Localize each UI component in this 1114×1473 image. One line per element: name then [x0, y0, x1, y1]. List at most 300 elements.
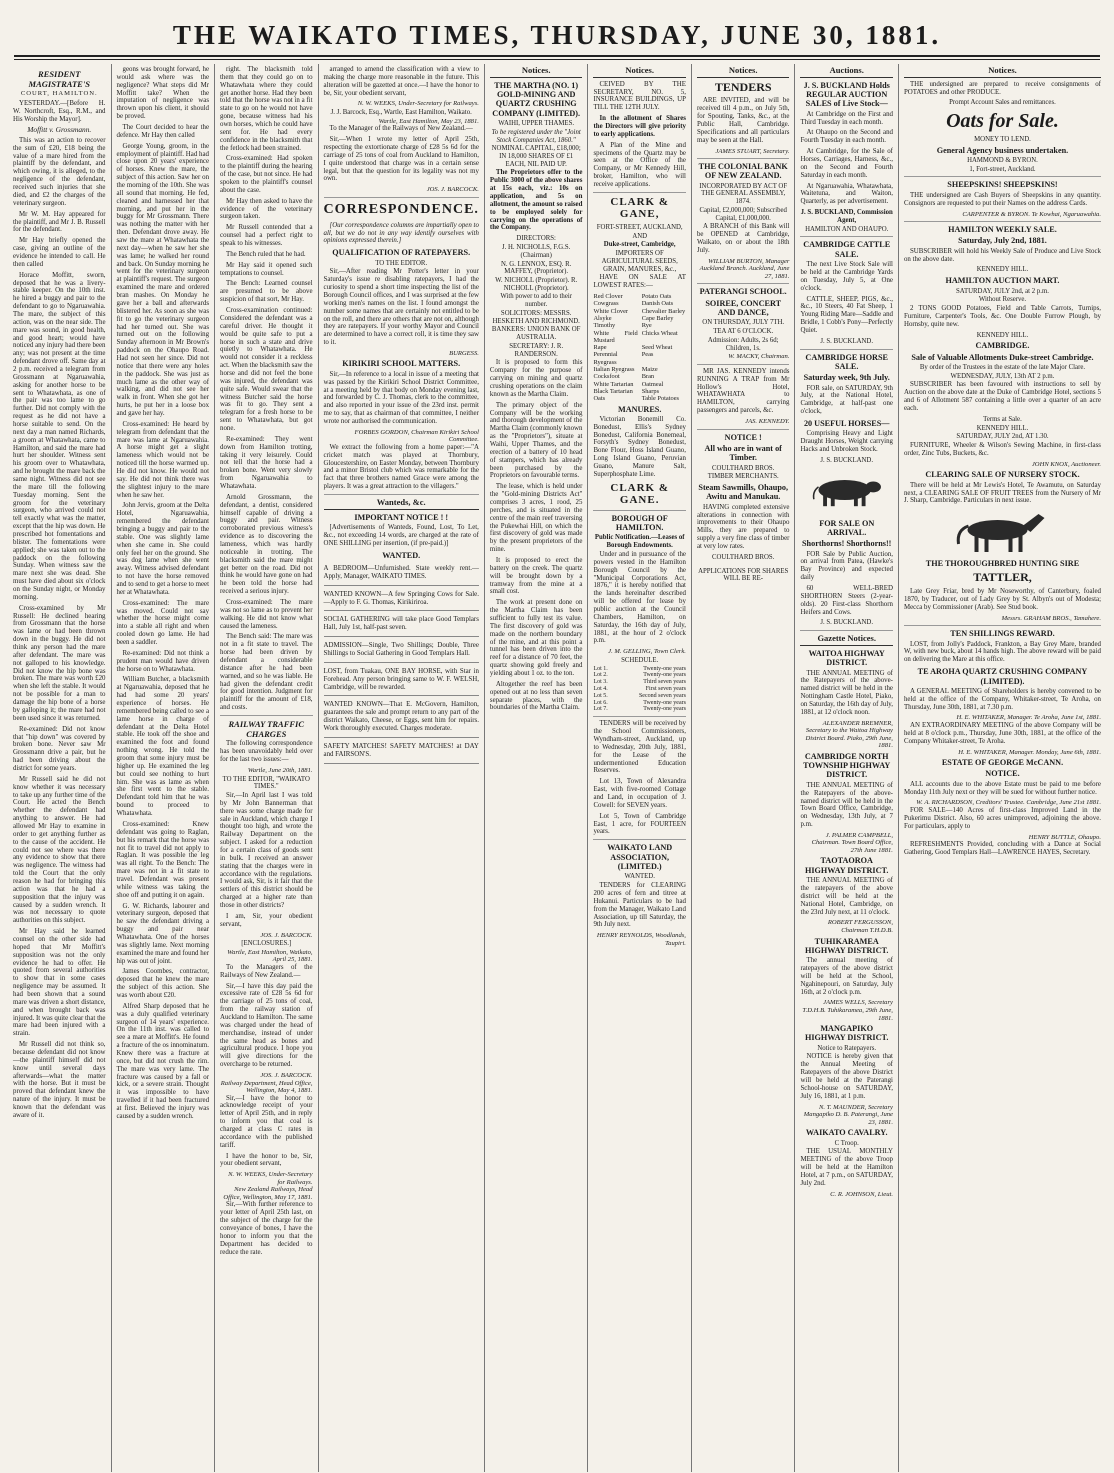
schedule-cell: Twenty-one years: [643, 665, 686, 672]
paragraph: Alfred Sharp deposed that he was a duly qualified veterinary surgeon of 14 years' experience. On the 11th inst. was called to see a mare at Moffitt's. He found a fracture of the os innominatum. Knew there was a fracture at once, but did not crush the rim. The mare was very lame. The fracture was caused by a fall or kick, or a severe strain. Thought it was impossible to have travelled if it had been fractured at first. Believed the injury was caused by a sudden wrench.: [116, 1002, 210, 1120]
seed-item: Oatmeal: [641, 380, 664, 388]
paragraph: To the Manager of the Railways of New Zealand.—: [329, 125, 473, 133]
seed-item: Cowgrass: [593, 300, 619, 308]
signature: JOS. J. BARCOCK.: [260, 1072, 313, 1080]
letter-title: QUALIFICATION OF RATEPAYERS.: [332, 248, 471, 258]
paragraph: Mr Russell contended that a counsel had a perfect right to speak to his witnesses.: [220, 224, 313, 248]
section-title: RESIDENT MAGISTRATE'S: [28, 69, 90, 89]
signature: KENNEDY HILL.: [976, 331, 1029, 339]
district-title: WAITOA HIGHWAY DISTRICT.: [808, 648, 885, 668]
paragraph: 60 WELL-BRED SHORTHORN Steers (2-year-olds). 20 First-class Shorthorn Heifers and Cows.: [800, 584, 893, 616]
horse-illustration: [904, 508, 1101, 554]
correspondence-heading: CORRESPONDENCE.: [323, 201, 479, 217]
paragraph: I have the honor to be, Sir, your obedient servant,: [220, 1152, 313, 1168]
address: J. J. Barcock, Esq., Wartle, East Hamilton, Waikato.: [330, 108, 472, 116]
signature: ROBERT FERGUSSON, Chairman T.H.D.B.: [827, 919, 893, 934]
ad-line: Prompt Account Sales and remittances.: [949, 99, 1056, 107]
ad-text: WANTED KNOWN—That E. McGovern, Hamilton, guarantees the sale and prompt return to any part of the district Waikato, Cheese, or Eggs, sent him for repairs. Work thoroughly executed. Charges moderate.: [323, 701, 479, 732]
masthead: THE WAIKATO TIMES, THURSDAY, JUNE 30, 1881.: [14, 0, 1100, 57]
bank-capital: Capital, £2,000,000; Subscribed Capital, £1,000,000.: [699, 206, 787, 222]
paragraph: THE USUAL MONTHLY MEETING of the above Troop will be held at the Hamilton Hotel, at 7 p.m., on SATURDAY, July 2nd.: [800, 1148, 893, 1187]
director: J. H. NICHOLLS, F.G.S. (Chairman): [501, 244, 571, 259]
seed-item: White Tartarian: [593, 380, 634, 388]
soiree-date: ON THURSDAY, JULY 7TH.: [702, 319, 785, 327]
column-1: [8, 64, 112, 1472]
director: N. G. LENNOX, ESQ. R. MAFFEY, (Proprietor).: [500, 260, 572, 276]
paragraph: HAVE ON SALE AT LOWEST RATES:—: [593, 274, 686, 290]
signature: CARPENTER & BYRON. Te Kowhai, Ngaruawahia.: [962, 210, 1101, 218]
divider: [904, 176, 1101, 177]
classified-ad: [324, 588, 479, 612]
paragraph: TENDERS for CLEARING 200 acres of fern and titree at Hukanui. Particulars to be had from the Manager, Waikato Land Association, up till Saturday, the 9th July next.: [593, 882, 686, 929]
seed-item: Chicks Wheat: [641, 329, 678, 337]
column-heading: Notices.: [697, 66, 790, 78]
signature: JAMES WELLS, Secretary T.D.H.B. Tuhikaramea, 29th June, 1881.: [802, 999, 893, 1022]
column-9: [899, 64, 1106, 1472]
letter-heading: TO THE EDITOR.: [375, 259, 428, 267]
horses-title: 20 USEFUL HORSES—: [803, 419, 890, 428]
sale-terms: Terms at Sale.: [983, 415, 1022, 423]
paragraph: geons was brought forward, he would ask where was the negligence? What steps did Mr Moffitt take? When the imputation of negligence was thrown upon his client, it should be proved.: [116, 66, 210, 121]
paragraph: Re-examined: They went down from Hamilton trotting, taking it very leisurely. Could not tell that the horse had a broken bone. Went very slowly from Ngaruawahia to Whatawhata.: [220, 435, 313, 490]
dateline: Wartle, East Hamilton, Waikato, April 25, 1881.: [227, 948, 313, 964]
paragraph: TENDERS will be received by the School Commissioners, Wyndham-street, Auckland, up to Wednesday, 20th July, 1881, for the Lease of the undermentioned Education Reserves.: [593, 720, 686, 775]
paragraph: ALL accounts due to the above Estate must be paid to me before Monday 11th July next or they will be sued for without further notice.: [903, 780, 1101, 796]
paragraph: At Cambridge, for the Sale of Horses, Carriages, Harness, &c., on the Second and Fourth Saturday in each month.: [800, 148, 893, 179]
columns: [8, 64, 1106, 1472]
divider: [324, 197, 479, 198]
seed-item: Danish Oats: [641, 300, 674, 308]
agent-locations: HAMILTON AND OHAUPO.: [805, 225, 889, 233]
ad-text: A BEDROOM—Unfurnished. State weekly rent.—Apply, Manager, WAIKATO TIMES.: [323, 564, 479, 580]
signature: J. M. GELLING, Town Clerk.: [608, 648, 686, 656]
seed-item: Cocksfoot: [593, 373, 620, 381]
divider: [800, 349, 893, 350]
director-note: With power to add to their number.: [500, 293, 572, 309]
sale-location: CAMBRIDGE.: [975, 341, 1030, 351]
paragraph: Horace Moffitt, sworn, deposed that he was a livery-stable keeper. On the 10th inst. he hired a buggy and pair to the defendant to go to Ngaruawahia. The mare, the subject of this action, was on the near side. The mare was sound, in good health, and good heart; would have noticed any injury had there been any; was not present at the time defendant drove off. Same day at 2 p.m. received a telegram from Grossmann at Ngaruawahia, asking for another horse to be sent to Whatawhata, as one of the pair was too lame to go further. Did not comply with the request as he did not have a horse suitable to send. On the next day a man named Richards, a groom at Whatawhata, came to Hamilton, and said the mare had hurt her shoulder. Witness sent his groom over to Whatawhata, and he brought the mare back the same night. Witness did not see the mare till the following Tuesday morning. Sent the groom for the veterinary surgeon, who arrived could not tell exactly what was the matter, except that the hip was down. He prescribed hot fomentations and blister. The fomentations were applied; she was taken out to the paddock on the following Sunday. When witness saw the mare next she was dead. She must have died about six o'clock on the Sunday night, or Monday morning.: [13, 271, 106, 601]
soiree-title: SOIREE, CONCERT AND DANCE,: [705, 298, 782, 318]
schedule-heading: SCHEDULE.: [621, 656, 659, 664]
paragraph: Mr Hay then asked to have the evidence of the veterinary surgeon taken.: [220, 197, 313, 221]
paragraph: Sir,—After reading Mr Potter's letter in your Saturday's issue re disabling ratepayers, I had the curiosity to spend a short time inspecting the list of the Borough Council offices, and I was surprised at the few working men's names on the list. I found amongst the number some names that are certainly not entitled to be on the roll, and there are others that are not on, although they are ratepayers. If your worthy Mayor and Council are determined to have a correct roll, it is time they saw to it.: [323, 268, 479, 347]
paragraph: Sir,—When I wrote my letter of April 25th, respecting the extortionate charge of £28 5s 6d for the carriage of 25 tons of coal from Auckland to Hamilton, I quite understood that charge was in a certain sense legal, but that the question for its legality was not my own.: [323, 136, 479, 183]
schedule-cell: Lot 4.: [593, 685, 608, 692]
paragraph: LOST, from Jolly's Paddock, Frankton, a Bay Grey Mare, branded W, with new buck, about 14 hands high. The above reward will be paid on delivering the Mare at this office.: [903, 640, 1101, 664]
ad-text: WANTED KNOWN—A few Springing Cows for Sale.—Apply to F. G. Thomas, Kirikiriroa.: [323, 590, 479, 606]
paragraph: Mr Hay briefly opened the case, giving an outline of the evidence he intended to call. He then called: [13, 237, 106, 268]
signature: W. MACKY, Chairman.: [728, 353, 790, 361]
paragraph: Mr Hay said it opened such temptations to counsel.: [220, 261, 313, 277]
signature: Messrs. GRAHAM BROS., Tamahere.: [1001, 614, 1101, 622]
paragraph: THE ANNUAL MEETING of the Ratepayers of the above-named district will be held in the Town Board Office, Cambridge, on Wednesday, 13th July, at 7 p.m.: [800, 781, 893, 829]
column-heading: Notices.: [490, 66, 583, 78]
sale-title: CAMBRIDGE HORSE SALE.: [805, 352, 888, 371]
gazette-heading: Gazette Notices.: [800, 634, 893, 646]
solicitors: SOLICITORS: MESSRS. HESKETH AND RICHMOND.: [492, 309, 580, 325]
signature: KENNEDY HILL.: [976, 424, 1029, 432]
troop-name: C Troop.: [834, 1139, 859, 1147]
sale-subtitle: Shorthorns! Shorthorns!!: [802, 539, 892, 549]
schedule-row: [593, 700, 686, 707]
seed-item: Peas: [641, 351, 654, 359]
signature: J. S. BUCKLAND.: [820, 456, 874, 464]
schedule-cell: Twenty-one years: [643, 672, 686, 679]
divider: [697, 158, 790, 159]
classified-ad: [324, 562, 479, 586]
classified-ad: [324, 740, 479, 764]
paragraph: Lot 5, Town of Cambridge East, 1 acre, for FOURTEEN years.: [593, 812, 686, 836]
bank-incorporation: INCORPORATED BY ACT OF THE GENERAL ASSEMBLY, 1874.: [699, 182, 788, 206]
paragraph: Late Grey Friar, bred by Mr Noseworthy, of Canterbury, foaled 1870, by Traducer, out of Lady Grey by St. Albyn's out of Modesta; Mecca by Commissioner (Arab). See Stud book.: [903, 588, 1101, 611]
paragraph: Sir,—With further reference to your letter of April 25th last, on the subject of the charge for the conveyance of bones, I have the honor to inform you that the Department has decided to reduce the rate.: [220, 1201, 313, 1256]
signature: W. A. RICHARDSON, Creditors' Trustee. Cambridge, June 21st 1881.: [916, 799, 1101, 807]
firm-trade: TIMBER MERCHANTS.: [707, 473, 779, 481]
signature: BURGESS.: [449, 349, 479, 357]
notice-title: NOTICE !: [724, 432, 762, 442]
seed-item: Oats: [593, 395, 606, 403]
divider: [593, 716, 686, 717]
paragraph: Sir,—I have the honor to acknowledge receipt of your letter of April 25th, and in reply to inform you that coal is charged at class C rates in accordance with the published tariff.: [220, 1094, 313, 1149]
registration-note: To be registered under the "Joint Stock Companies Act, 1860.": [491, 128, 581, 144]
ad-title: General Agency business undertaken.: [936, 145, 1069, 155]
signature: JAS. KENNEDY.: [745, 418, 790, 426]
paragraph: Cross-examined: The mare was moved. Could not say whether the horse might come into a stable all right and when cooled down go lame. He had been a saddler.: [116, 599, 210, 647]
paragraph: FOR Sale by Public Auction, on arrival from Patea, (Hawke's Bay Province) and expected daily: [800, 550, 893, 582]
directors-heading: DIRECTORS:: [516, 235, 556, 243]
paragraph: FOR SALE—140 Acres of first-class Improved Land in the Pukerimu District. Also, 60 acres unimproved, adjoining the above. For particulars, apply to: [903, 806, 1101, 830]
paragraph: Cross-examined: The mare was not so lame as to prevent her walking. He did not know what caused the lameness.: [220, 599, 313, 630]
paragraph: Mr Hay said he learned counsel on the other side had hoped that Mr Moffitt's supposition was not the only evidence he had to offer. He quoted from several authorities to show that in some cases negligence may be assumed. It had been shown that a sound mare was driven a short distance, and when brought back was injured. It was quite clear that the mare had been injured with a strain.: [13, 928, 106, 1038]
paragraph: FURNITURE, Wheeler & Wilson's Sewing Machine, in first-class order, Zinc Tubs, Buckets, &c.: [903, 442, 1101, 457]
signature: HENRY REYNOLDS, Woodlands, Taupiri.: [596, 932, 686, 947]
paragraph: Re-examined: Did not know that "hip down" was covered by broken bone. Never saw Mr Grossmann drive a pair, but he had been driving about the district for some years.: [13, 725, 106, 772]
signature: ALEXANDER BREMNER, Secretary to the Waitoa Highway District Board. Piako, 29th June, 1881.: [805, 719, 893, 750]
seed-list: [593, 293, 686, 402]
paragraph: A BRANCH of this Bank will be OPENED at Cambridge, Waikato, on or about the 18th July.: [696, 223, 790, 254]
paragraph: The Court decided to hear the defence. Mr Hay then called: [116, 124, 210, 139]
wanteds-heading: Wanteds, &c.: [324, 498, 479, 510]
dateline: Wartle, East Hamilton, May 23, 1881.: [378, 117, 479, 125]
schedule-row: [593, 679, 686, 686]
ad-line: MONEY TO LEND.: [974, 135, 1031, 143]
business-description: IMPORTERS OF AGRICULTURAL SEEDS, GRAIN, MANURES, &c.,: [601, 250, 678, 273]
divider: [593, 192, 686, 193]
schedule-row: [593, 666, 686, 673]
capital-note: NOMINAL CAPITAL, £18,000; IN 18,000 SHARES OF £1 EACH, NIL PAID UP.: [491, 145, 581, 168]
seed-item: Cape Barley: [641, 314, 674, 322]
divider: [324, 494, 479, 495]
signature: JOS. J. BARCOCK.: [260, 931, 313, 939]
reward-title: TEN SHILLINGS REWARD.: [950, 629, 1055, 639]
firm-signature: COULTHARD BROS.: [711, 553, 775, 561]
district-title: TAOTAOROA HIGHWAY DISTRICT.: [805, 856, 889, 875]
borough-subtitle: Public Notification.—Leases of Borough Endowments.: [594, 534, 685, 550]
sire-name: TATTLER,: [973, 570, 1032, 585]
column-2: [112, 64, 216, 1472]
paragraph: The annual meeting of ratepayers of the above district will be held at the School, Ngahinepouri, on Saturday, July 16th, at 2 o'clock p.m.: [800, 957, 893, 996]
paragraph: MR JAS. KENNEDY intends RUNNING A TRAP from Mr Hollow's Hotel, WHATAWHATA to HAMILTON, carrying passengers and parcels, &c.: [696, 367, 790, 415]
ad-text: LOST, from Tuakau, ONE BAY HORSE, with Star in Forehead. Any person bringing same to W. F. WELSH, Cambridge, will be rewarded.: [323, 667, 479, 691]
paragraph: arranged to amend the classification with a view to making the charge more reasonable in the future. This alteration will be gazetted at once.—I have the honor to be, Sir, your obedient servant,: [323, 66, 479, 97]
divider: [904, 221, 1101, 222]
sale-title: FOR SALE ON ARRIVAL.: [819, 518, 875, 537]
signature: JAMES STUART, Secretary.: [715, 147, 790, 155]
soiree-tea: TEA AT 6 O'CLOCK.: [713, 328, 774, 336]
paragraph: REFRESHMENTS Provided, concluding with a Dance at Social Gathering, Good Templars Hall—LAWRENCE HAYES, Secretary.: [903, 841, 1101, 856]
paragraph: Re-examined: Did not think a prudent man would have driven the horse on to Whatawhata.: [116, 649, 210, 673]
section-title: RAILWAY TRAFFIC CHARGES: [228, 719, 305, 739]
signature: WILLIAM BURTON, Manager Auckland Branch. Auckland, June 27, 1881.: [699, 257, 790, 280]
paragraph: I am, Sir, your obedient servant,: [220, 912, 313, 928]
notice-title: IMPORTANT NOTICE ! !: [354, 512, 449, 522]
sale-date: SATURDAY, JULY 2nd, AT 1.30.: [956, 433, 1049, 441]
paragraph: AN EXTRAORDINARY MEETING of the above Company will be held at 8 o'clock p.m., Thursday, June 30th, 1881, at the office of the Company Whitaker-street, Te Aroha.: [903, 721, 1101, 745]
schedule-row: [593, 686, 686, 693]
divider: [800, 630, 893, 631]
paragraph: Mr Russell said he did not know whether it was necessary to take up any further time of the Court. He acted the Bench whether the defendant had anything to answer. He had allowed Mr Hay to examine in order to get anything further as to the cause of the accident. He could not see where was there any evidence to show that there was negligence. The witness had told the Court that the only reason he had for bringing this action was that he had a supposition that the injury was caused by a sudden wrench. It was not necessary to quote authorities on this subject.: [13, 775, 106, 925]
seed-item: Table Potatoes: [641, 395, 680, 403]
editorial-note: [Our correspondence columns are impartially open to all, but we do not in any way identify ourselves with opinions expressed therein.]: [323, 221, 479, 245]
signature: N. W. WEEKS, Under-Secretary for Railways.: [228, 1171, 313, 1186]
signature: J. S. BUCKLAND.: [820, 337, 874, 345]
divider: [697, 429, 790, 430]
seed-item: Bran: [641, 373, 655, 381]
schedule-row: [593, 672, 686, 679]
sale-terms: Without Reserve.: [978, 296, 1027, 304]
secretary: SECRETARY: J. R. RANDERSON.: [509, 342, 564, 358]
schedule-cell: First seven years: [645, 685, 686, 692]
paragraph: Arnold Grossmann, the defendant, a dentist, considered himself capable of driving a buggy and pair. Witness corroborated previous witness's evidence as to discovering the lameness, which was hardly noticeable in trotting. The blacksmith said the mare might get better on the road. Did not think he would have gone on had he been told the horse had received a serious injury.: [220, 493, 313, 596]
column-4: [319, 64, 485, 1472]
address-line: Duke-street, Cambridge,: [603, 241, 676, 249]
sire-title: THE THOROUGHBRED HUNTING SIRE: [925, 559, 1080, 569]
oats-title: Oats for Sale.: [946, 110, 1059, 133]
seed-item: Perennial Ryegrass: [593, 351, 618, 366]
paragraph: It is proposed to form this Company for the purpose of carrying on mining and quartz crushing operations on the claim known as the Martha Claim.: [489, 359, 583, 398]
paragraph: THE ANNUAL MEETING of the Ratepayers of the above-named district will be held in the Nottingham Castle Hotel, Piako, on Saturday, the 16th day of July, 1881, at 12 o'clock noon.: [800, 669, 893, 716]
paragraph: Cross-examination continued: Considered the defendant was a careful driver. He thought it would be quite safe to put a horse in such a state and drive quietly to Whatawhata. He would not consider it a reckless act. When the blacksmith saw the horse and did not feel the bone was injured, the defendant was quite safe. Would swear that the witness Butcher said the horse was fit to go. They sent a telegram for a fresh horse to be sent to Whatawhata, but got none.: [220, 307, 313, 432]
paragraph: William Butcher, a blacksmith at Ngaruawahia, deposed that he had had some 20 years' experience of horses. He remembered being called to see a lame horse in charge of defendant at the Delta Hotel stable. He took off the shoe and examined the foot and found nothing wrong. He told the groom that some injury must be higher up. He examined the leg but could see nothing to hurt him. She was as lame as when she first went to the stable. Defendant told him that he was bound to proceed to Whatawhata.: [116, 676, 210, 818]
paragraph: The lease, which is held under the "Gold-mining Districts Act" comprises 3 acres, 1 rood, 25 perches, and is situated in the centre of the main reef traversing the Pukewhai Hill, on which the first discovery of gold was made by the present proprietors of the mine.: [489, 483, 583, 554]
paragraph: NOTICE is hereby given that the Annual Meeting of Ratepayers of the above District will be held at the Paterangi School-house on SATURDAY, July 16, 1881, at 1 p.m.: [800, 1053, 893, 1100]
column-heading: Notices.: [593, 66, 686, 78]
signature: H. E. WHITAKER, Manager. Monday, June 6th, 1881.: [958, 748, 1101, 756]
sale-date: WEDNESDAY, JULY, 13th AT 2 p.m.: [950, 372, 1055, 380]
paragraph: At Cambridge on the First and Third Tuesday in each month.: [800, 110, 893, 126]
paragraph: The Bench: Learned counsel are presumed to be above suspicion of that sort, Mr Hay.: [220, 280, 313, 304]
paragraph: At Ohaupo on the Second and Fourth Tuesday in each month.: [800, 129, 893, 145]
firm-mills: Steam Sawmills, Ohaupo, Awitu and Manukau.: [698, 483, 789, 502]
divider: [593, 839, 686, 840]
schedule-cell: Lot 5.: [593, 692, 608, 699]
sale-title: CLEARING SALE OF NURSERY STOCK.: [925, 470, 1080, 480]
cavalry-title: WAIKATO CAVALRY.: [805, 1128, 888, 1138]
letter-heading: TO THE EDITOR, "WAIKATO TIMES.": [222, 775, 310, 791]
letter-title: KIRIKIRI SCHOOL MATTERS.: [342, 359, 461, 369]
estate-title: ESTATE OF GEORGE McCANN.: [941, 758, 1064, 768]
firm-name: COULTHARD BROS.: [711, 464, 775, 472]
bankers: BANKERS: UNION BANK OF AUSTRALIA.: [491, 326, 581, 342]
paragraph: THE undersigned are Cash Buyers of Sheepskins in any quantity. Consignors are requested to put their Names on the address Cards.: [903, 191, 1101, 207]
clark-gane-title: CLARK & GANE,: [610, 195, 670, 221]
paragraph: Sir,—In reference to a local in issue of a meeting that was passed by the Kirikiri School District Committee, at a meeting held by that body on Monday evening last, and forwarded by C. J. Thomas, clerk to the committee, and also reported in your issue of the 23rd inst. permit me to say, that as chairman of that committee, I neither wrote nor authorised the communication.: [323, 370, 479, 425]
dateline: Railway Department, Head Office, Wellington, May 4, 1881.: [220, 1079, 313, 1095]
paragraph: Mr W. M. Hay appeared for the plaintiff, and Mr J. B. Russell for the defendant.: [13, 210, 106, 234]
association-title: WAIKATO LAND ASSOCIATION, (LIMITED.): [607, 843, 673, 872]
share-offer: The Proprietors offer to the Public 3000 of the above shares at 15s each, viz.: 10s on application, and 5s on allotment, the amount so raised to be employed solely for carrying on the operations of the Company.: [489, 169, 583, 232]
paragraph: The primary object of the Company will be the working and thorough development of the Martha Claim (commonly known as the "Proprietors"), situate at Waihi, Upper Thames, and the erection of a battery of 10 head of stampers, which has already been purchased by the Proprietors on favourable terms.: [489, 401, 583, 480]
paragraph: Under and in pursuance of the powers vested in the Hamilton Borough Council by the "Municipal Corporations Act, 1876," it is hereby notified that the lands hereinafter described will be offered for lease by public auction at the Council Chambers, Hamilton, on Saturday, the 16th day of July, 1881, at the hour of 2 o'clock p.m.: [593, 550, 686, 645]
column-heading: Notices.: [904, 66, 1101, 78]
manure-list: Victorian Bonemill Co. Bonedust, Ellis's Sydney Bonedust, California Bonemeal, Forsyth's Sydney Bonedust, Bone Flour, Hoss Island Guano, Long Island Guano, Peruvian Guano, Manure Salt, Superphosphate Lime.: [593, 415, 686, 478]
signature: J. PALMER CAMPBELL, Chairman. Town Board Office, 27th June 1881.: [811, 831, 893, 854]
paragraph: SUBSCRIBER has been favoured with instructions to sell by Auction on the above date at the Duke of Cambridge Hotel, sections 5 and 6 of Allotment 587 containing a little over a quarter of an acre each.: [903, 381, 1101, 413]
seed-item: Red Clover: [593, 293, 623, 301]
column-3: [215, 64, 319, 1472]
paragraph: CATTLE, SHEEP, PIGS, &c., &c., 10 Steers, 40 Fat Sheep, 1 Young Riding Mare—Saddle and Bridle, 1 Cobb's Pony—Perfectly Quiet.: [800, 295, 893, 334]
paragraph: Altogether the reef has been opened out at no less than seven separate places, with the boundaries of the Martha Claim.: [489, 680, 583, 712]
divider: [593, 510, 686, 511]
sale-title: HAMILTON AUCTION MART.: [945, 276, 1060, 286]
notice-title: NOTICE.: [985, 769, 1020, 779]
auction-title: J. S. BUCKLAND Holds REGULAR AUCTION SALES of Live Stock—: [803, 80, 890, 109]
paragraph: George Young, groom, in the employment of plaintiff. Had had close upon 20 years' experience of horses. Knew the mare, the subject of this action. Saw her on the morning of the 10th. She was all sound that morning. He fed, cleaned and harnessed her that morning, and put her in the buggy for Mr Grossmann. There was nothing the matter with her then. Defendant drove away. He saw the mare at Whatawhata the next day—when he saw her she was lame; he walked her round and back. On Sunday morning he went for the veterinary surgeon at plaintiff's request. The surgeon examined the mare and ordered bran mashes. On Monday he gave her a ball and afterwards blistered her. As soon as she was fit to go the veterinary surgeon had her turned out. She was turned out on the following Sunday afternoon in Mr Brown's paddock on the Ohaupo Road. Had not seen her since. Did not notice that there were any holes in the paddock. She was just as much lame as the other way of walking, and did not see her walk in front. When she got her hurts, he put her in a loose box and gave her hay.: [116, 142, 210, 417]
paragraph: A GENERAL MEETING of Shareholders is hereby convened to be held at the office of the Company, Whitaker-street, Te Aroha, on Thursday, June 30th, 1881, at 7.30 p.m.: [903, 687, 1101, 711]
agent-name: J. S. BUCKLAND, Commission Agent,: [800, 209, 893, 224]
continuation-note: APPLICATIONS FOR SHARES WILL BE RE-: [698, 567, 789, 583]
paragraph: SUBSCRIBER will hold his Weekly Sale of Produce and Live Stock on the above date.: [903, 247, 1101, 263]
paragraph: G. W. Richards, labourer and veterinary surgeon, deposed that he saw the defendant driving a buggy and pair near Whatawhata. One of the horses was slightly lame. Next morning examined the mare and found her hip was out of joint.: [116, 902, 210, 965]
bank-title: THE COLONIAL BANK OF NEW ZEALAND.: [698, 162, 788, 181]
soiree-admission: Admission: Adults, 2s 6d; Children, 1s.: [707, 336, 779, 352]
schedule-cell: Second seven years: [638, 692, 686, 699]
sale-title: Sale of Valuable Allotments Duke-street Cambridge.: [911, 352, 1094, 362]
paragraph: 2 TONS GOOD Potatoes, Field and Table Carrots, Turnips, Furniture, Carpenter's Tools, &c. One Double Furrow Plough, by Hornsby, quite new.: [903, 305, 1101, 328]
paragraph: Sir,—I have this day paid the excessive rate of £28 5s 6d for the carriage of 25 tons of coal, from the railway station of Auckland to Hamilton. The same was charged under the head of merchandise, instead of under the same head as bones and agricultural produce. I hope you will give directions for the overcharge to be returned.: [220, 982, 313, 1069]
signature: N. T. MAUNDER, Secretary Mangapiko D. B. Paterangi, June 23, 1881.: [803, 1103, 893, 1126]
paragraph: The next Live Stock Sale will be held at the Cambridge Yards on Tuesday, July 5, at One o'clock.: [800, 261, 893, 292]
paragraph: At Ngaruawahia, Whatawhata, Waitetuna, and Waiton, Quarterly, as per advertisement.: [800, 182, 893, 206]
paragraph: James Coombes, contractor, deposed that he knew the mare the subject of this action. She was worth about £20.: [116, 968, 210, 999]
divider: [220, 715, 313, 716]
firm-name: HAMMOND & BYRON.: [967, 157, 1038, 165]
paragraph: The Bench said: The mare was not in a fit state to travel. The horse had been driven by defendant a considerable distance after he had been warned, and so he was liable. He had given the defendant credit for good intention. Judgment for plaintiff for the amount of £18, and costs.: [220, 633, 313, 712]
paragraph: To the Managers of the Railways of New Zealand.—: [220, 963, 313, 979]
company-title: TE AROHA QUARTZ CRUSHING COMPANY (LIMITED).: [917, 667, 1088, 686]
cow-illustration: [800, 466, 893, 514]
district-title: CAMBRIDGE NORTH TOWNSHIP HIGHWAY DISTRICT.: [803, 751, 891, 780]
divider: [800, 236, 893, 237]
paragraph: HAVING completed extensive alterations in connection with improvements to their Ohaupo Mills, they are prepared to supply a very fine class of timber at very low rates.: [696, 503, 790, 551]
sale-title: CAMBRIDGE CATTLE SALE.: [803, 240, 891, 259]
schedule-cell: Lot 7.: [593, 706, 608, 713]
schedule-cell: Lot 6.: [593, 699, 608, 706]
divider: [697, 283, 790, 284]
paragraph: ARE INVITED, and will be received till 4 p.m., on July 5th, for Spouting, Tanks, &c., at the Public Hall, Cambridge. Specifications and all particulars may be seen at the Hall.: [696, 97, 790, 144]
paragraph: CEIVED BY THE SECRETARY, NO. 5, INSURANCE BUILDINGS, UP TILL THE 12TH JULY.: [593, 80, 686, 112]
classified-ad: [324, 639, 479, 663]
sale-date: Saturday, July 2nd, 1881.: [958, 236, 1047, 246]
column-5: [485, 64, 589, 1472]
tenders-title: TENDERS: [714, 79, 772, 94]
paragraph: This was an action to recover the sum of £20, £18 being the value of a mare hired from the plaintiff by the defendant, and which owing, it is alleged, to the negligence of the defendant, received such injuries that she died, and £2 the charges of the veterinary surgeon.: [13, 136, 106, 207]
clark-gane-signature: CLARK & GANE.: [610, 481, 670, 507]
signature: KENNEDY HILL.: [976, 266, 1029, 274]
paragraph: Sir,—In April last I was told by Mr John Bannerman that there was some charge made for sale in Auckland, which charge I thought too high, and wrote the Railway Department on the subject. I asked for a reduction for a certain class of goods sent in bulk. I received an answer stating that the charges were in accordance with the regulations. I would ask, Sir, is it fair that the settlers of this district should be charged at a higher rate than those in other districts?: [220, 791, 313, 909]
paragraph: It is proposed to erect the battery on the creek. The quartz will be brought down by a tramway from the mine at a small cost.: [489, 556, 583, 596]
notice-subtitle: Notice to Ratepayers.: [817, 1044, 877, 1052]
address-line: AND: [632, 232, 648, 240]
wanted-title: WANTED.: [382, 550, 421, 560]
signature: FORBES GORDON, Chairman Kirikiri School Committee.: [354, 428, 479, 444]
company-location: WAIHI, UPPER THAMES.: [498, 120, 575, 128]
paragraph: Cross-examined: He heard by telegram from defendant that the mare was lame at Ngaruawahia. A horse might get a slight lameness which would not be noticed till the horse warmed up. He did not know. He would not say. He did not think there was the slightest injury to the mare when he saw her.: [116, 420, 210, 499]
section-subtitle: COURT, HAMILTON.: [20, 90, 98, 98]
ad-text: SAFETY MATCHES! SAFETY MATCHES! at DAY and FAIRSON'S.: [323, 742, 479, 758]
paragraph: The following correspondence has been unavoidably held over for the last two issues:—: [220, 740, 313, 764]
signature: JOHN KNOX, Auctioneer.: [1031, 460, 1101, 468]
wanted-title: WANTED.: [624, 873, 655, 881]
divider: [904, 625, 1101, 626]
dateline: YESTERDAY.—[Before H. W. Northcroft, Esq., R.M., and His Worship the Mayor].: [13, 99, 106, 123]
signature: H. E. WHITAKER, Manager. Te Aroha, June 1st, 1881.: [956, 714, 1101, 722]
classified-ad: [324, 665, 479, 697]
divider: [697, 364, 790, 365]
paragraph: The Bench ruled that he had.: [226, 250, 306, 258]
column-7: [692, 64, 796, 1472]
paragraph: right. The blacksmith told them that they could go on to Whatawhata where they could get another horse. Had they been told that the horse was not in a fit state to go on he would not have gone, because witness had his own horses, which he could have sent for. He had every confidence in the blacksmith that the fetlock had been strained.: [220, 66, 313, 152]
column-6: [588, 64, 692, 1472]
signature: C. R. JOHNSON, Lieut.: [830, 1190, 893, 1198]
case-title: Moffitt v. Grossmann.: [27, 125, 92, 135]
paragraph: There will be held at Mr Lewis's Hotel, Te Awamutu, on Saturday next, a CLEARING SALE OF FRUIT TREES from the Nursery of Mr J. Sharp, Cambridge. Particulars in next issue.: [903, 481, 1101, 505]
schedule-cell: Lot 1.: [593, 665, 608, 672]
seed-item: Italian Ryegrass: [593, 366, 635, 374]
masthead-rule: [14, 59, 1100, 60]
schedule-row: [593, 706, 686, 713]
column-heading: Auctions.: [800, 66, 893, 78]
enclosures-heading: [ENCLOSURES.]: [241, 940, 292, 948]
sale-date: SATURDAY, JULY 2nd, at 2 p.m.: [956, 287, 1049, 295]
seed-item: Rape: [593, 344, 607, 352]
classified-ad: [324, 613, 479, 637]
paragraph: Cross-examined: Had spoken to the plaintiff during the hearing of the case, but not since. He had spoken to the plaintiff's counsel about the case.: [220, 155, 313, 194]
seed-item: Black Tartarian: [593, 387, 633, 395]
district-title: TUHIKARAMEA HIGHWAY DISTRICT.: [805, 936, 889, 955]
seed-item: Potato Oats: [641, 293, 672, 301]
paragraph: Cross-examined: Knew defendant was going to Raglan, but his remark that the horse was not fit to travel did not apply to Raglan. It was possible the leg was all right. To the Bench: The mare was not in a fit state to travel. Defendant was present while witness was taking the shoe off and putting it on again.: [116, 820, 210, 899]
dateline: Wartle, June 20th, 1881.: [247, 766, 313, 774]
sale-title: HAMILTON WEEKLY SALE.: [948, 225, 1057, 235]
classified-ad: [324, 698, 479, 737]
paragraph: THE undersigned are prepared to receive consignments of POTATOES and other PRODUCE.: [903, 80, 1101, 96]
seed-item: Rye: [641, 322, 652, 330]
paragraph: A Plan of the Mine and specimens of the Quartz may be seen at the Office of the Company, or Mr Kennedy Hill, broker, Hamilton, who will receive applications.: [593, 141, 686, 188]
paragraph: John Jervis, groom at the Delta Hotel, Ngaruawahia, remembered the defendant bringing a buggy and pair to the stable. One was slightly lame when she came in. She could only feel her on the ground. She was dog lame when she went away. Witness advised defendant to not have the horse removed and to send to get a horse to meet her at Whatawhata.: [116, 502, 210, 596]
notice-subtitle: All who are in want of Timber.: [704, 443, 782, 463]
paragraph: THE ANNUAL MEETING of the ratepayers of the above district will be held at the National Hotel, Cambridge, on the 23rd July next, at 11 o'clock.: [800, 877, 893, 916]
column-8: [795, 64, 899, 1472]
ad-text: SOCIAL GATHERING will take place Good Templars Hall, July 1st, half-past seven.: [323, 616, 479, 632]
signature: J. S. BUCKLAND.: [820, 619, 874, 627]
paragraph: The work at present done on the Martha Claim has been sufficient to fully test its value. The first discovery of gold was made on the northern boundary of the mine, and at this point a tunnel has been driven into the reef for a distance of 70 feet, the quartz showing gold freely and yielding about 1 oz. to the ton.: [489, 599, 583, 678]
schedule-row: [593, 693, 686, 700]
sale-note: By order of the Trustees in the estate of the late Major Clare.: [919, 364, 1086, 372]
seed-item: White Field Mustard: [593, 329, 638, 344]
sale-date: Saturday week, 9th July.: [803, 373, 890, 383]
seed-item: Maize: [641, 366, 658, 374]
